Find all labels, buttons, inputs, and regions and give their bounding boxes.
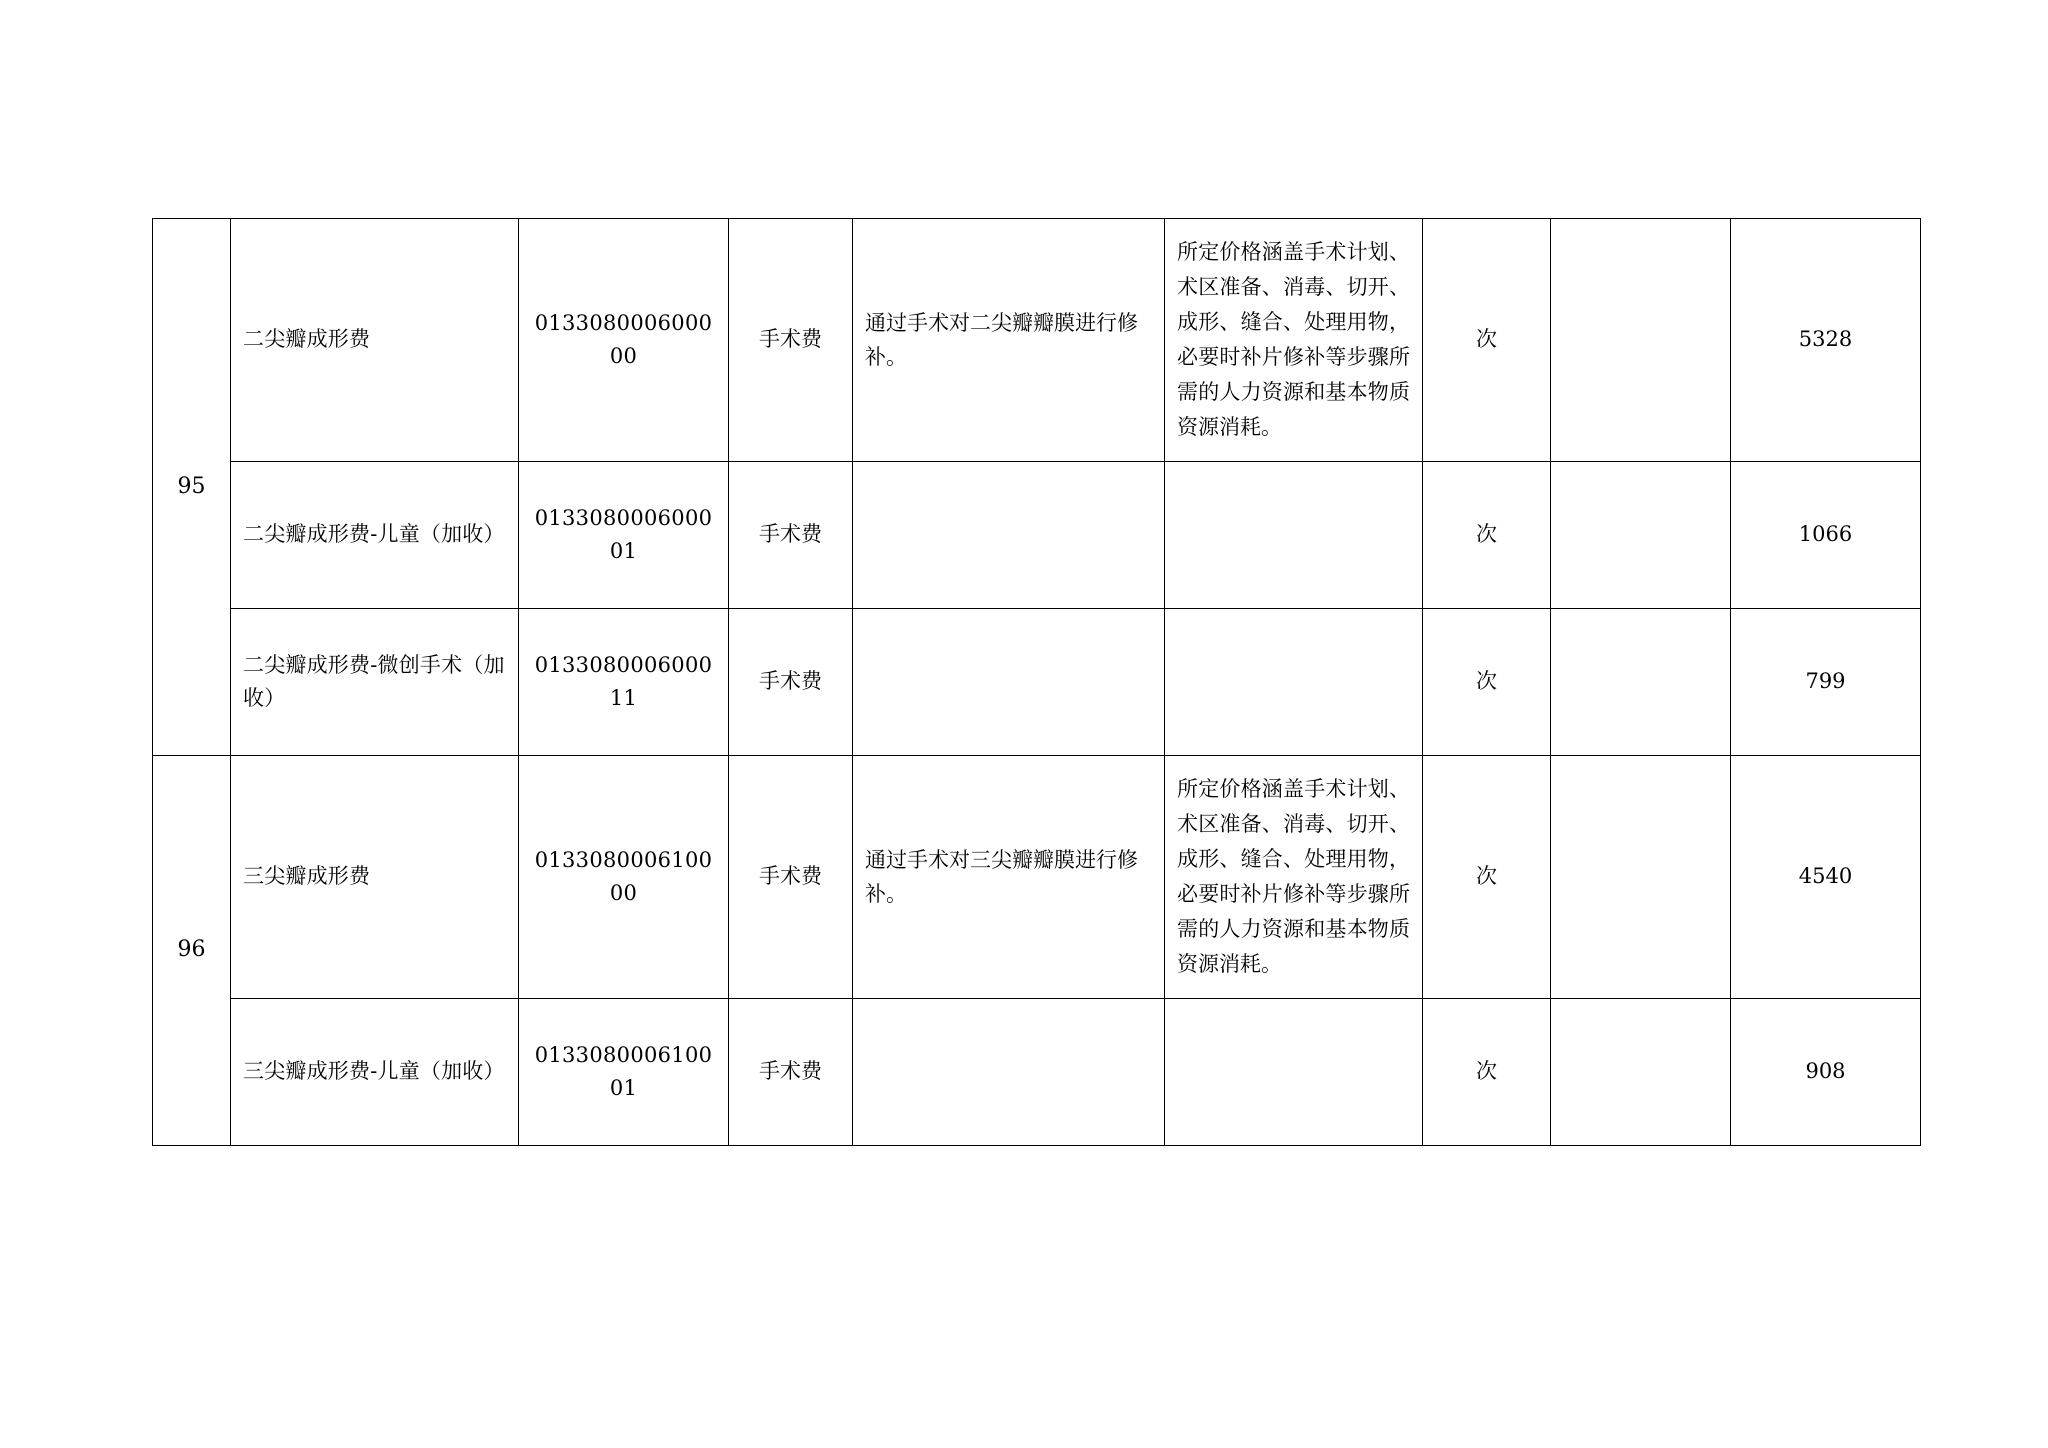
item-content: 所定价格涵盖手术计划、术区准备、消毒、切开、成形、缝合、处理用物，必要时补片修补等步骤所需的人力资源和基本物质资源消耗。 bbox=[1165, 756, 1423, 999]
item-code: 013308000600000 bbox=[519, 219, 729, 462]
item-price: 908 bbox=[1731, 999, 1921, 1146]
item-unit: 次 bbox=[1423, 462, 1551, 609]
table-row bbox=[153, 462, 1921, 609]
item-type: 手术费 bbox=[729, 756, 853, 999]
table-row bbox=[153, 756, 1921, 999]
item-code: 013308000600011 bbox=[519, 609, 729, 756]
item-type: 手术费 bbox=[729, 609, 853, 756]
item-note bbox=[1551, 999, 1731, 1146]
item-name: 三尖瓣成形费 bbox=[231, 756, 519, 999]
item-content bbox=[1165, 999, 1423, 1146]
item-unit: 次 bbox=[1423, 756, 1551, 999]
table-row bbox=[153, 609, 1921, 756]
table-row bbox=[153, 999, 1921, 1146]
item-unit: 次 bbox=[1423, 219, 1551, 462]
item-code: 013308000610001 bbox=[519, 999, 729, 1146]
item-price: 799 bbox=[1731, 609, 1921, 756]
item-type: 手术费 bbox=[729, 219, 853, 462]
row-index: 96 bbox=[153, 756, 231, 1146]
item-description bbox=[853, 609, 1165, 756]
table-row bbox=[153, 219, 1921, 462]
row-index: 95 bbox=[153, 219, 231, 756]
item-description: 通过手术对三尖瓣瓣膜进行修补。 bbox=[853, 756, 1165, 999]
item-content: 所定价格涵盖手术计划、术区准备、消毒、切开、成形、缝合、处理用物，必要时补片修补等步骤所需的人力资源和基本物质资源消耗。 bbox=[1165, 219, 1423, 462]
item-name: 三尖瓣成形费-儿童（加收） bbox=[231, 999, 519, 1146]
item-description bbox=[853, 462, 1165, 609]
item-content bbox=[1165, 462, 1423, 609]
item-unit: 次 bbox=[1423, 999, 1551, 1146]
item-description: 通过手术对二尖瓣瓣膜进行修补。 bbox=[853, 219, 1165, 462]
item-price: 5328 bbox=[1731, 219, 1921, 462]
item-name: 二尖瓣成形费 bbox=[231, 219, 519, 462]
item-price: 4540 bbox=[1731, 756, 1921, 999]
item-name: 二尖瓣成形费-儿童（加收） bbox=[231, 462, 519, 609]
item-note bbox=[1551, 609, 1731, 756]
item-type: 手术费 bbox=[729, 462, 853, 609]
item-unit: 次 bbox=[1423, 609, 1551, 756]
item-description bbox=[853, 999, 1165, 1146]
item-type: 手术费 bbox=[729, 999, 853, 1146]
item-content bbox=[1165, 609, 1423, 756]
item-code: 013308000600001 bbox=[519, 462, 729, 609]
medical-price-table bbox=[152, 218, 1921, 1146]
item-price: 1066 bbox=[1731, 462, 1921, 609]
item-note bbox=[1551, 756, 1731, 999]
item-note bbox=[1551, 219, 1731, 462]
price-table-container bbox=[152, 218, 1920, 1146]
item-note bbox=[1551, 462, 1731, 609]
item-name: 二尖瓣成形费-微创手术（加收） bbox=[231, 609, 519, 756]
item-code: 013308000610000 bbox=[519, 756, 729, 999]
